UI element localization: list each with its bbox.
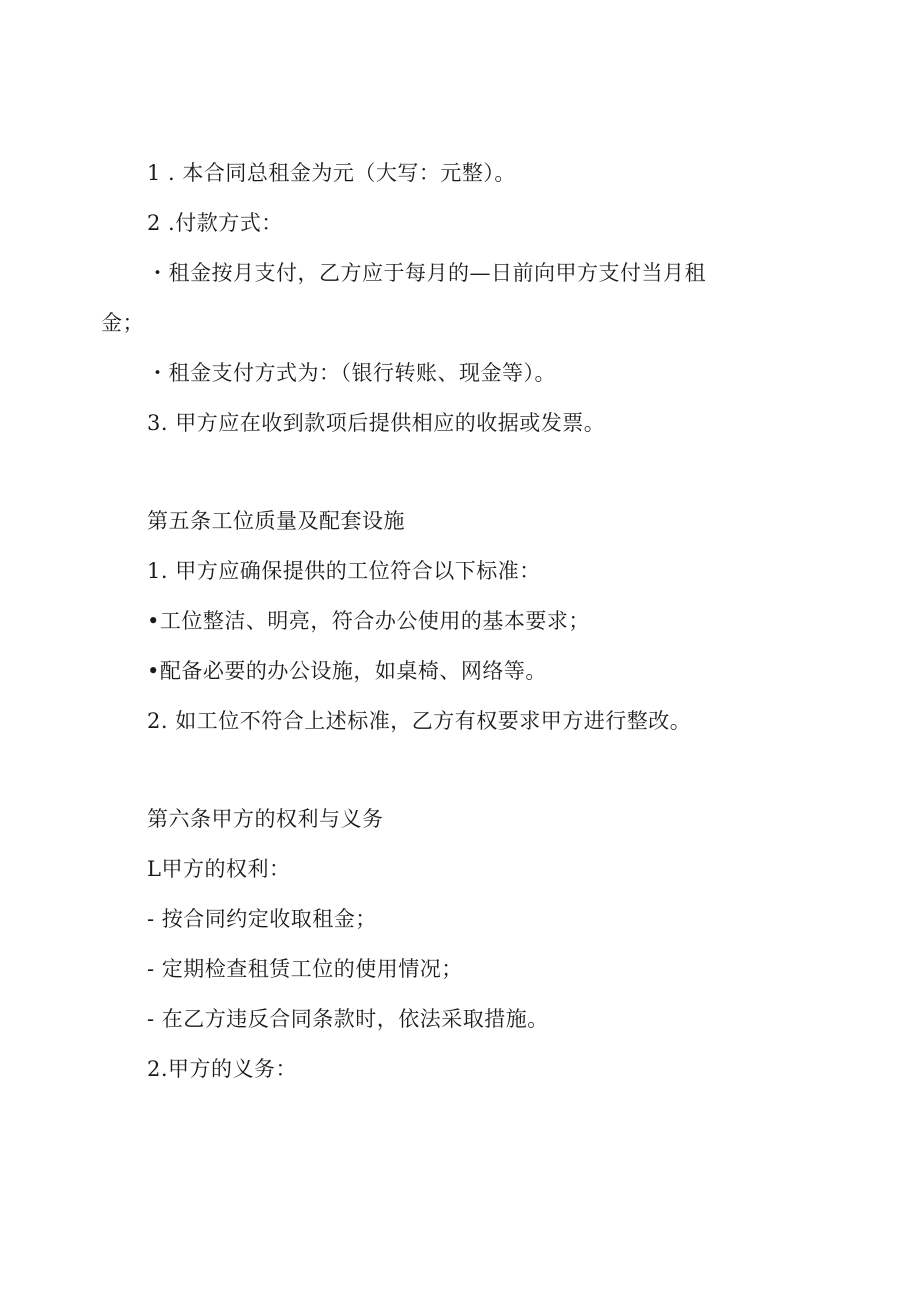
section-heading-article-5: 第五条工位质量及配套设施 xyxy=(147,509,405,533)
receipt-clause: 3. 甲方应在收到款项后提供相应的收据或发票。 xyxy=(147,411,606,435)
monthly-payment-bullet: ・租金按月支付，乙方应于每月的—日前向甲方支付当月租 xyxy=(147,261,706,285)
inspect-usage-item: - 定期检查租赁工位的使用情况； xyxy=(147,957,463,981)
payment-method-heading: 2 .付款方式： xyxy=(147,211,283,235)
monthly-payment-bullet-continuation: 金； xyxy=(101,311,144,335)
rent-total-clause: 1 . 本合同总租金为元（大写：元整）。 xyxy=(147,161,516,185)
collect-rent-item: - 按合同约定收取租金； xyxy=(147,907,377,931)
payment-channel-bullet: ・租金支付方式为：（银行转账、现金等）。 xyxy=(147,361,556,385)
section-heading-article-6: 第六条甲方的权利与义务 xyxy=(147,807,384,831)
clean-bright-bullet: •工位整洁、明亮，符合办公使用的基本要求； xyxy=(147,609,590,633)
party-a-rights-heading: L甲方的权利： xyxy=(147,857,291,881)
facilities-bullet: •配备必要的办公设施，如桌椅、网络等。 xyxy=(147,659,547,683)
rectification-clause: 2. 如工位不符合上述标准，乙方有权要求甲方进行整改。 xyxy=(147,709,692,733)
party-a-obligations-heading: 2.甲方的义务： xyxy=(147,1057,298,1081)
workstation-standard-clause: 1. 甲方应确保提供的工位符合以下标准： xyxy=(147,559,541,583)
take-measures-item: - 在乙方违反合同条款时，依法采取措施。 xyxy=(147,1007,549,1031)
